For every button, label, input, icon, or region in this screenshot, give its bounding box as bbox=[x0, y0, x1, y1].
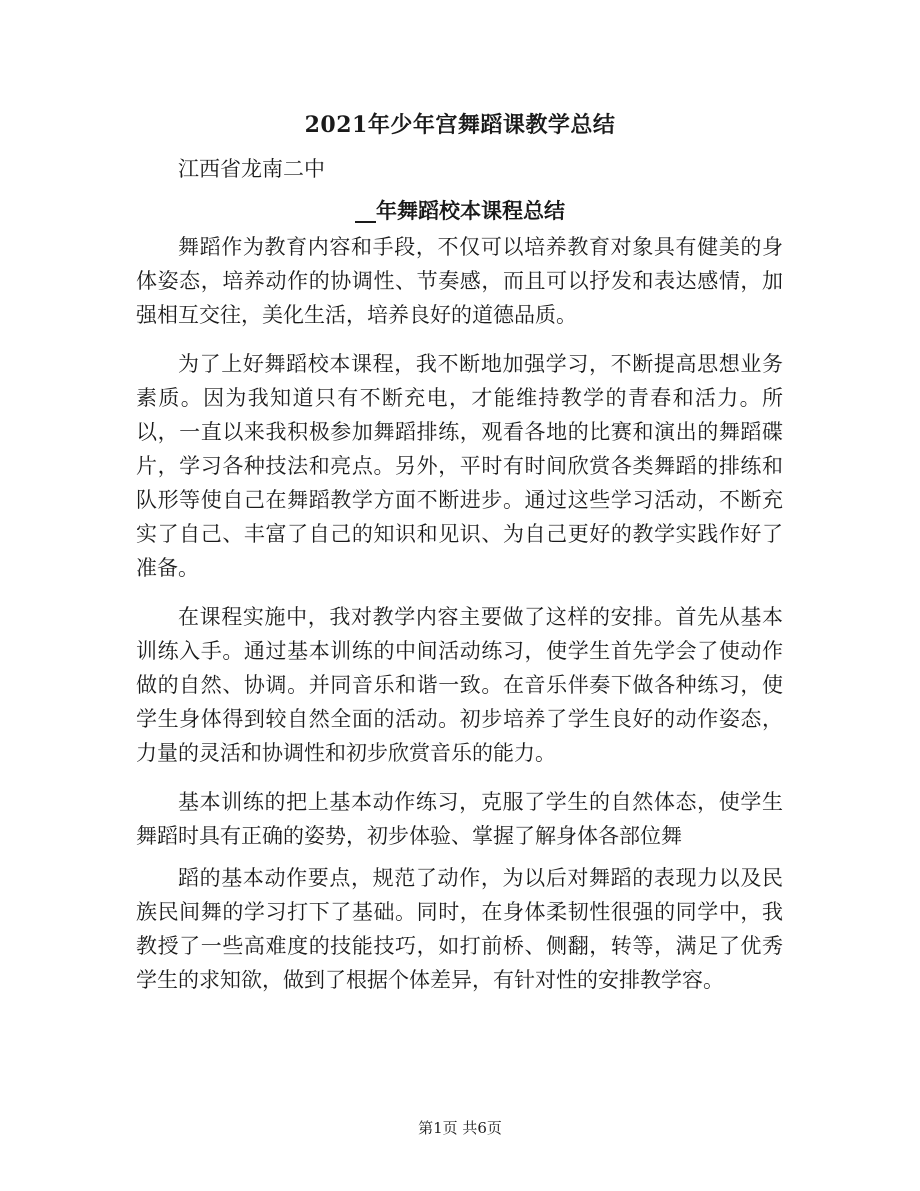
document-body bbox=[136, 230, 783, 1012]
document-subtitle: __年舞蹈校本课程总结 bbox=[355, 198, 565, 223]
paragraph: 为了上好舞蹈校本课程，我不断地加强学习，不断提高思想业务素质。因为我知道只有不断充电，才能维持教学的青春和活力。所以，一直以来我积极参加舞蹈排练，观看各地的比赛和演出的舞蹈碟片，学习各种技法和亮点。另外，平时有时间欣赏各类舞蹈的排练和队形等使自己在舞蹈教学方面不断进步。通过这些学习活动，不断充实了自己、丰富了自己的知识和见识、为自己更好的教学实践作好了准备。 bbox=[136, 352, 783, 580]
document-title: 2021年少年宫舞蹈课教学总结 bbox=[304, 112, 616, 138]
paragraph: 基本训练的把上基本动作练习，克服了学生的自然体态，使学生舞蹈时具有正确的姿势，初步体验、掌握了解身体各部位舞 bbox=[136, 790, 783, 848]
paragraph: 蹈的基本动作要点，规范了动作，为以后对舞蹈的表现力以及民族民间舞的学习打下了基础。同时，在身体柔韧性很强的同学中，我教授了一些高难度的技能技巧，如打前桥、侧翻，转等，满足了优秀学生的求知欲，做到了根据个体差异，有针对性的安排教学容。 bbox=[136, 866, 783, 992]
paragraph: 舞蹈作为教育内容和手段，不仅可以培养教育对象具有健美的身体姿态，培养动作的协调性、节奏感，而且可以抒发和表达感情，加强相互交往，美化生活，培养良好的道德品质。 bbox=[136, 235, 783, 327]
school-name: 江西省龙南二中 bbox=[178, 157, 325, 181]
page-number: 第1页 共6页 bbox=[418, 1119, 502, 1137]
paragraph: 在课程实施中，我对教学内容主要做了这样的安排。首先从基本训练入手。通过基本训练的中间活动练习，使学生首先学会了使动作做的自然、协调。并同音乐和谐一致。在音乐伴奏下做各种练习，使学生身体得到较自然全面的活动。初步培养了学生良好的动作姿态，力量的灵活和协调性和初步欣赏音乐的能力。 bbox=[136, 605, 783, 765]
